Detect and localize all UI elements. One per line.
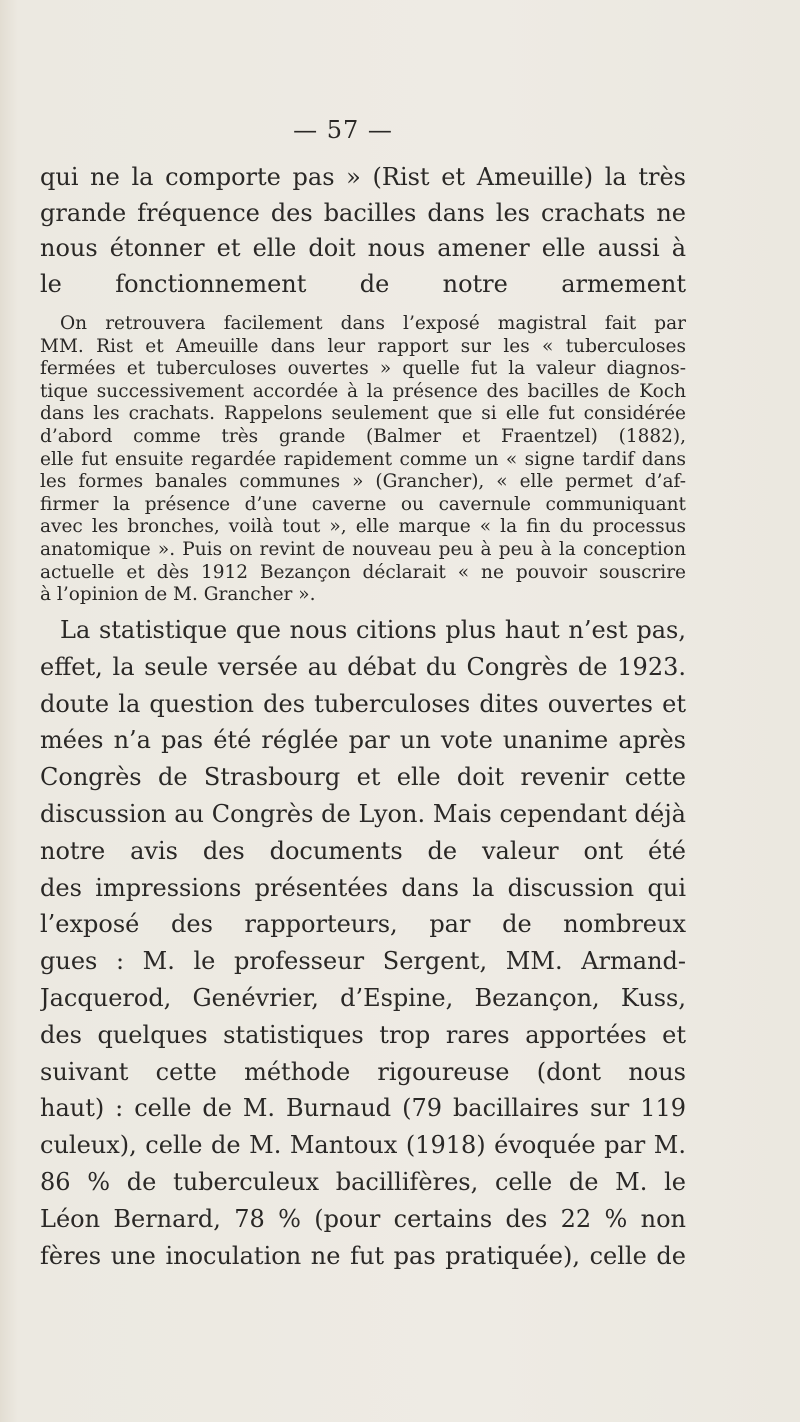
- text-line: Congrès de Strasbourg et elle doit revenir cette: [40, 763, 686, 792]
- text-line: 86 % de tuberculeux bacillifères, celle de M. le: [40, 1167, 686, 1196]
- note-line: anatomique ». Puis on revint de nouveau peu à peu à la conception: [40, 538, 686, 560]
- note-line: elle fut ensuite regardée rapidement comme un « signe tardif dans: [40, 448, 686, 470]
- text-line: nous étonner et elle doit nous amener elle aussi à: [40, 234, 686, 262]
- page-number: — 57 —: [293, 116, 393, 144]
- small-print-note: [40, 313, 686, 607]
- text-line: effet, la seule versée au débat du Congrès de 1923.: [40, 652, 686, 681]
- bottom-margin: [0, 1200, 800, 1422]
- text-line: gues : M. le professeur Sergent, MM. Armand-: [40, 947, 686, 976]
- text-line: Jacquerod, Genévrier, d’Espine, Bezançon, Kuss,: [40, 983, 686, 1012]
- note-line: actuelle et dès 1912 Bezançon déclarait « ne pouvoir souscrire: [40, 561, 686, 583]
- note-line: dans les crachats. Rappelons seulement que si elle fut considérée: [40, 403, 686, 425]
- note-line: MM. Rist et Ameuille dans leur rapport sur les « tuberculoses: [40, 335, 686, 357]
- text-line: des quelques statistiques trop rares apportées et: [40, 1020, 686, 1049]
- text-line: Léon Bernard, 78 % (pour certains des 22 % non: [40, 1204, 686, 1233]
- note-line: d’abord comme très grande (Balmer et Fraentzel) (1882),: [40, 425, 686, 447]
- text-line: des impressions présentées dans la discussion qui: [40, 873, 686, 902]
- text-line: notre avis des documents de valeur ont été: [40, 836, 686, 865]
- text-line: grande fréquence des bacilles dans les crachats ne: [40, 198, 686, 227]
- note-line: firmer la présence d’une caverne ou cavernule communiquant: [40, 493, 686, 515]
- note-line: On retrouvera facilement dans l’exposé magistral fait par: [60, 313, 686, 334]
- text-line: le fonctionnement de notre armement: [40, 269, 686, 298]
- text-line: suivant cette méthode rigoureuse (dont nous: [40, 1057, 686, 1086]
- text-line: qui ne la comporte pas » (Rist et Ameuille) la très: [40, 163, 686, 191]
- text-line: mées n’a pas été réglée par un vote unanime après: [40, 726, 686, 755]
- text-line: doute la question des tuberculoses dites ouvertes et: [40, 689, 686, 718]
- note-line: tique successivement accordée à la présence des bacilles de Koch: [40, 380, 686, 402]
- text-line: fères une inoculation ne fut pas pratiquée), celle de: [40, 1241, 686, 1270]
- text-line: l’exposé des rapporteurs, par de nombreux: [40, 910, 686, 939]
- paragraph-1: [40, 160, 686, 302]
- text-line: discussion au Congrès de Lyon. Mais cependant déjà: [40, 799, 686, 828]
- note-line: à l’opinion de M. Grancher ».: [40, 584, 316, 606]
- text-line: La statistique que nous citions plus haut n’est pas,: [60, 616, 686, 644]
- paragraph-2: [40, 612, 686, 1274]
- text-line: culeux), celle de M. Mantoux (1918) évoquée par M.: [40, 1131, 686, 1160]
- note-line: avec les bronches, voilà tout », elle marque « la fin du processus: [40, 516, 686, 538]
- text-line: haut) : celle de M. Burnaud (79 bacillaires sur 119: [40, 1094, 686, 1123]
- note-line: les formes banales communes » (Grancher), « elle permet d’af-: [40, 471, 686, 493]
- note-line: fermées et tuberculoses ouvertes » quelle fut la valeur diagnos-: [40, 358, 686, 380]
